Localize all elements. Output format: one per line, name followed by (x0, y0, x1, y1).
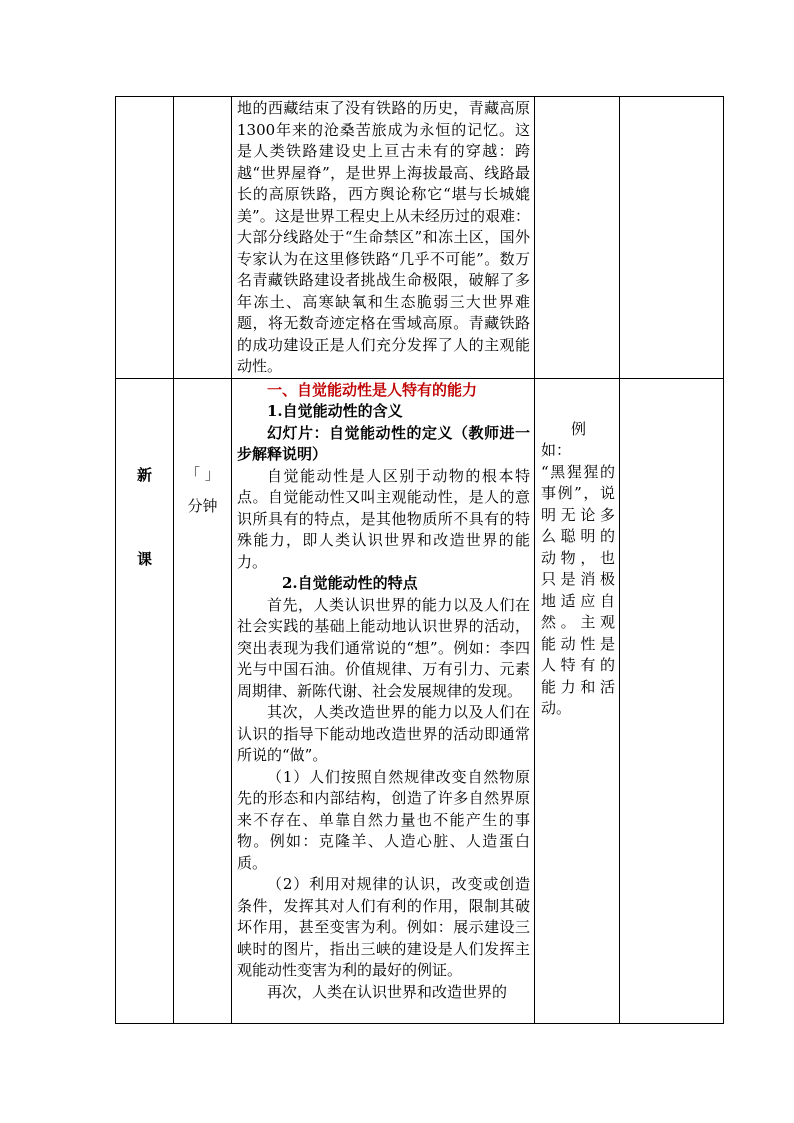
time-bracket: 「 」 (185, 464, 220, 483)
time-cell (174, 97, 232, 379)
paragraph-definition: 自觉能动性是人区别于动物的根本特点。自觉能动性又叫主观能动性，是人的意识所具有的特点，是其他物质所不具有的特殊能力，即人类认识世界和改造世界的能力。 (237, 466, 530, 571)
paragraph-first: 首先，人类认识世界的能力以及人们在社会实践的基础上能动地认识世界的活动，突出表现为我们通常说的“想”。例如：李四光与中国石油。价值规律、万有引力、元素周期律、新陈代谢、社会发展规律的发现。 (237, 595, 530, 700)
section-cell (116, 97, 174, 379)
notes-cell (535, 97, 620, 379)
table-row (116, 97, 724, 379)
section-label-char-1: 新 (136, 465, 152, 484)
paragraph-point-1: （1）人们按照自然规律改变自然物原先的形态和内部结构，创造了许多自然界原来不存在、单靠自然力量也不能产生的事物。例如：克隆羊、人造心脏、人造蛋白质。 (237, 767, 530, 872)
paragraph-second: 其次，人类改造世界的能力以及人们在认识的指导下能动地改造世界的活动即通常所说的“做”。 (237, 703, 530, 764)
note-intro: 例如： (541, 419, 587, 459)
notes-cell (535, 378, 620, 1023)
paragraph-third: 再次，人类在认识世界和改造世界的 (267, 982, 508, 1001)
reflection-cell (620, 97, 724, 379)
section-label-char-2: 课 (136, 549, 152, 568)
reflection-cell (620, 378, 724, 1023)
content-cell (232, 378, 535, 1023)
table-row (116, 378, 724, 1023)
paragraph-point-2: （2）利用对规律的认识，改变或创造条件，发挥其对人们有利的作用，限制其破坏作用，甚至变害为利。例如：展示建设三峡时的图片，指出三峡的建设是人们发挥主观能动性变害为利的最好的例证。 (237, 875, 530, 979)
content-cell (232, 97, 535, 379)
qinghai-tibet-railway-paragraph: 地的西藏结束了没有铁路的历史，青藏高原1300年来的沧桑苦旅成为永恒的记忆。这是人类铁路建设史上亘古未有的穿越：跨越“世界屋脊”，是世界上海拔最高、线路最长的高原铁路，西方舆论称它“堪与长城媲美”。这是世界工程史上从未经历过的艰难：大部分线路处于“生命禁区”和冻土区，国外专家认为在这里修铁路“几乎不可能”。数万名青藏铁路建设者挑战生命极限，破解了多年冻土、高寒缺氧和生态脆弱三大世界难题，将无数奇迹定格在雪域高原。青藏铁路的成功建设正是人们充分发挥了人的主观能动性。 (237, 99, 530, 375)
subheading-meaning: 1.自觉能动性的含义 (267, 402, 403, 420)
slide-instruction: 幻灯片：自觉能动性的定义（教师进一步解释说明） (237, 423, 530, 463)
time-cell (174, 378, 232, 1023)
time-unit: 分钟 (187, 496, 218, 515)
section-heading: 一、自觉能动性是人特有的能力 (267, 380, 478, 399)
lesson-plan-table (115, 96, 724, 1024)
subheading-features: 2.自觉能动性的特点 (282, 574, 418, 592)
note-body: “黑猩猩的事例”，说明无论多么聪明的动物，也只是消极地适应自然。主观能动性是人特有的能力和活动。 (541, 462, 615, 717)
section-cell (116, 378, 174, 1023)
